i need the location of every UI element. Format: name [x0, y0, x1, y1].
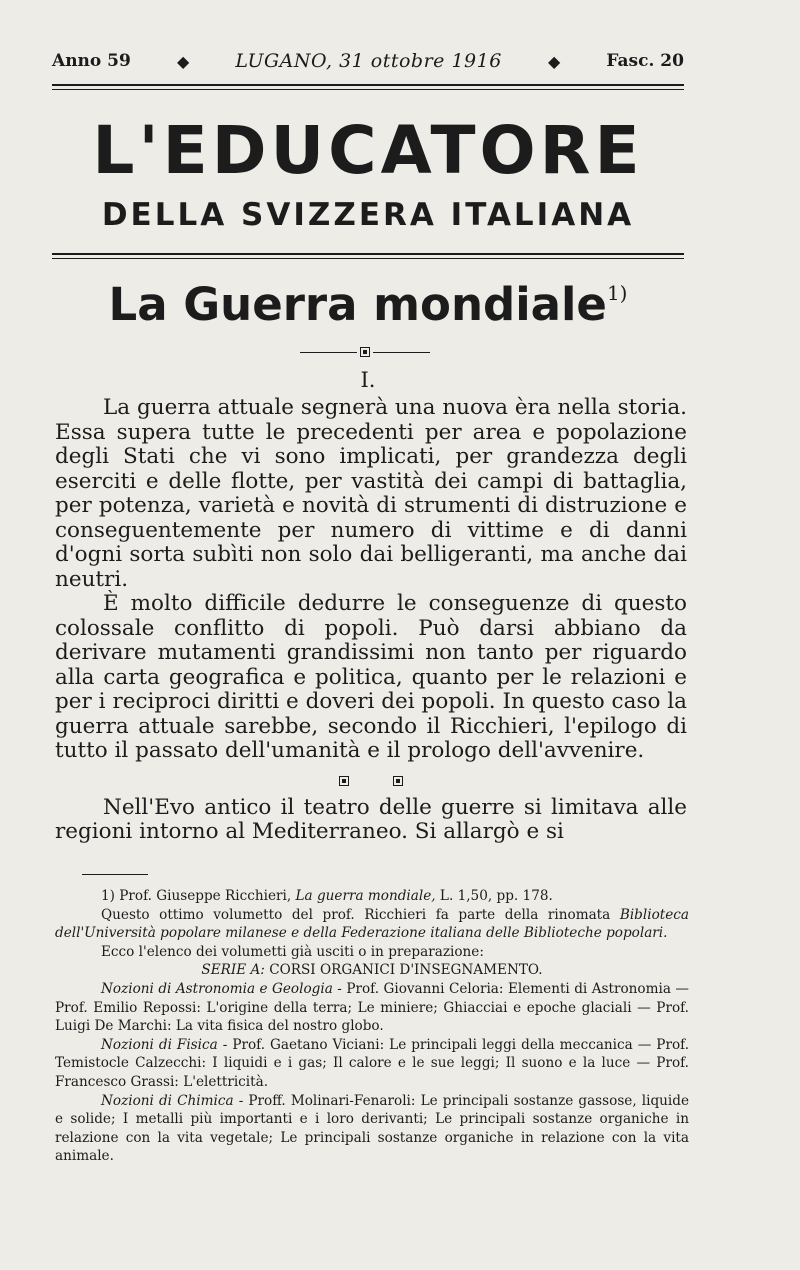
series-title: CORSI ORGANICI D'INSEGNAMENTO. [269, 962, 543, 979]
footnote-series-name: Biblioteca dell'Università popolare milanese e della Federazione italiana delle Biblioteche popolari. [55, 906, 689, 942]
article-title [52, 278, 684, 331]
footnote-reference: 1) [606, 281, 628, 305]
course-entry [55, 1092, 689, 1166]
footnote-list-intro: Ecco l'elenco dei volumetti già usciti o in preparazione: [101, 943, 484, 960]
series-heading [55, 961, 689, 980]
footnote-text: Questo ottimo volumetto del prof. Ricchieri fa parte della rinomata [101, 906, 611, 923]
paragraph: È molto difficile dedurre le conseguenze di questo colossale conflitto di popoli. Può darsi abbiano da derivare mutamenti grandissimi non tanto per riguardo alla carta geografica e politica, quanto per le relazioni e per i reciproci diritti e doveri dei popoli. In questo caso la guerra attuale sarebbe, secondo il Ricchieri, l'epilogo di tutto il passato dell'umanità e il prologo dell'avvenire. [55, 591, 687, 763]
course-text: - Prof. Gaetano Viciani: Le principali leggi della meccanica — Prof. Temistocle Calzecchi: I liquidi e i gas; Il calore e le sue leggi; Il suono e la luce — Prof. Francesco Grassi: L'elettricità. [55, 1036, 690, 1090]
course-entry [55, 1036, 689, 1092]
course-label: Nozioni di Chimica [101, 1092, 234, 1109]
diamond-ornament-icon: ◆ [176, 51, 190, 71]
running-header [52, 50, 684, 72]
footnote-marker: 1) [101, 888, 115, 904]
place-city: LUGANO, [235, 50, 333, 72]
footnote-description [55, 906, 689, 943]
masthead-subtitle: DELLA SVIZZERA ITALIANA [101, 197, 635, 233]
issue-date: 31 ottobre 1916 [339, 50, 502, 72]
ornament-line [373, 352, 430, 353]
masthead-rule-top [52, 253, 684, 255]
square-ornament-icon [339, 776, 349, 786]
course-label: Nozioni di Astronomia e Geologia [101, 980, 333, 997]
paragraph: Nell'Evo antico il teatro delle guerre si limitava alle regioni intorno al Mediterraneo. Si allargò e si [55, 794, 687, 844]
series-label: SERIE A: [201, 962, 265, 979]
course-text: - Prof. Giovanni Celoria: Elementi di Astronomia — Prof. Emilio Repossi: L'origine della terra; Le miniere; Ghiacciai e epoche glaciali — Prof. Luigi De Marchi: La vita fisica del nostro globo. [55, 980, 690, 1035]
section-number: I. [360, 368, 376, 392]
header-rule-top [52, 84, 684, 86]
ornament-line [300, 352, 357, 353]
article-body [55, 396, 687, 845]
square-ornament-icon [393, 776, 403, 786]
masthead-title: L'EDUCATORE [92, 112, 644, 189]
course-label: Nozioni di Fisica [101, 1036, 218, 1053]
footnotes [55, 887, 689, 1166]
header-rule-bottom [52, 89, 684, 90]
place-date [235, 50, 501, 72]
footnote-book-title: La guerra mondiale, [295, 888, 436, 904]
square-ornament-icon [360, 347, 370, 357]
masthead-rule-bottom [52, 258, 684, 259]
footnote-citation [55, 887, 689, 906]
title-ornament [300, 344, 430, 360]
footnote-rule [82, 874, 148, 875]
paragraph-ornament [55, 772, 687, 788]
footnote-price-pages: L. 1,50, pp. 178. [439, 888, 553, 904]
issue-number: Fasc. 20 [606, 51, 684, 71]
course-text: - Proff. Molinari-Fenaroli: Le principali sostanze gassose, liquide e solide; I metalli più importanti e i loro derivanti; Le principali sostanze organiche in relazione con la vita vegetale; Le principali sostanze organiche in relazione con la vita animale. [55, 1092, 690, 1165]
paragraph: La guerra attuale segnerà una nuova èra nella storia. Essa supera tutte le precedenti per area e popolazione degli Stati che vi sono implicati, per grandezza degli eserciti e delle flotte, per vastità dei campi di battaglia, per potenza, varietà e novità di strumenti di distruzione e conseguentemente per numero di vittime e di danni d'ogni sorta subìti non solo dai belligeranti, ma anche dai neutri. [55, 395, 687, 592]
diamond-ornament-icon: ◆ [547, 51, 561, 71]
course-entry [55, 980, 689, 1036]
volume-number: Anno 59 [52, 51, 131, 71]
footnote-author: Prof. Giuseppe Ricchieri, [119, 888, 292, 904]
article-title-text: La Guerra mondiale [108, 278, 607, 331]
